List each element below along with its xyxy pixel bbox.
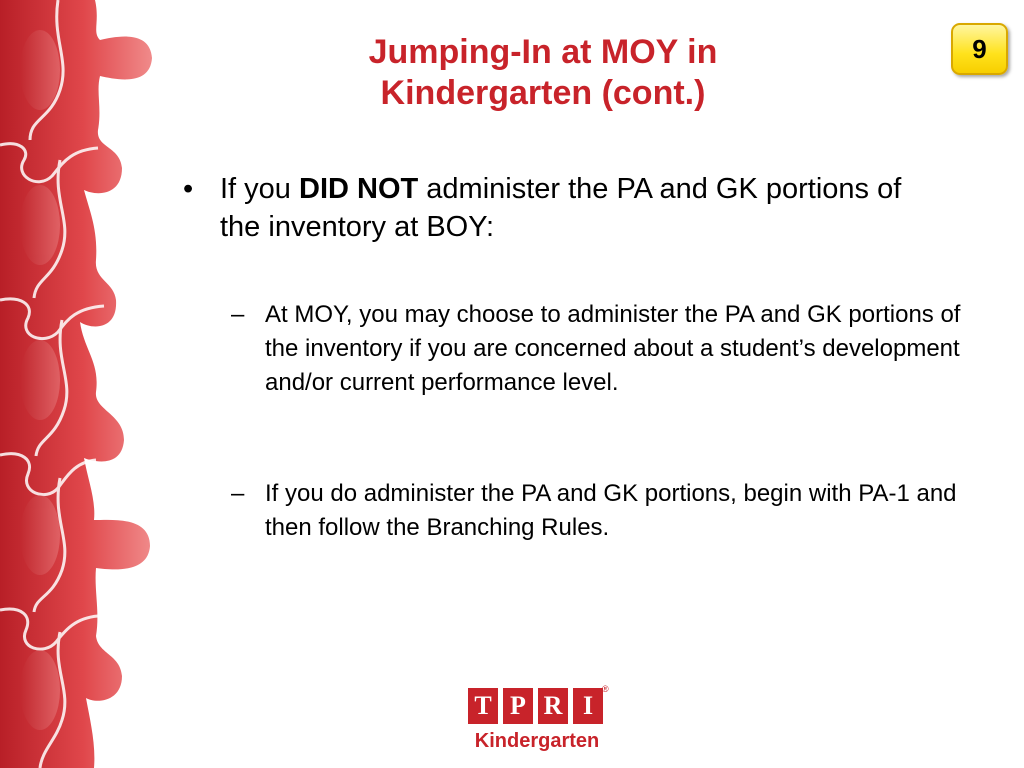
sub-bullet-text: If you do administer the PA and GK portions, begin with PA-1 and then follow the Branching Rules. (265, 480, 957, 541)
sub-bullet-2 (231, 477, 971, 545)
logo-letter: P (503, 688, 533, 724)
puzzle-border-decoration (0, 0, 160, 768)
slide-title (290, 32, 796, 114)
main-bullet (183, 170, 923, 246)
sub-bullet-marker: – (231, 480, 245, 507)
title-line-2: Kindergarten (cont.) (380, 74, 706, 112)
bullet-marker: • (183, 173, 194, 205)
main-bullet-emphasis: DID NOT (299, 173, 419, 205)
logo-letter: R (538, 688, 568, 724)
tpri-logo (468, 684, 613, 763)
slide-number: 9 (972, 33, 987, 64)
slide-number-badge (951, 23, 1008, 75)
main-bullet-rest: administer the PA and GK portions of the inventory at BOY: (220, 173, 902, 243)
title-line-1: Jumping-In at MOY in (368, 33, 718, 71)
sub-bullet-marker: – (231, 301, 245, 328)
main-bullet-prefix: If you (220, 173, 299, 205)
sub-bullet-1 (231, 298, 971, 400)
logo-subtitle: Kindergarten (474, 730, 600, 752)
main-bullet-text (220, 170, 923, 246)
logo-letter: T (468, 688, 498, 724)
sub-bullet-text: At MOY, you may choose to administer the PA and GK portions of the inventory if you are concerned about a student’s development and/or current performance level. (265, 301, 961, 396)
registered-mark: ® (602, 684, 609, 694)
logo-letter: I (573, 688, 603, 724)
